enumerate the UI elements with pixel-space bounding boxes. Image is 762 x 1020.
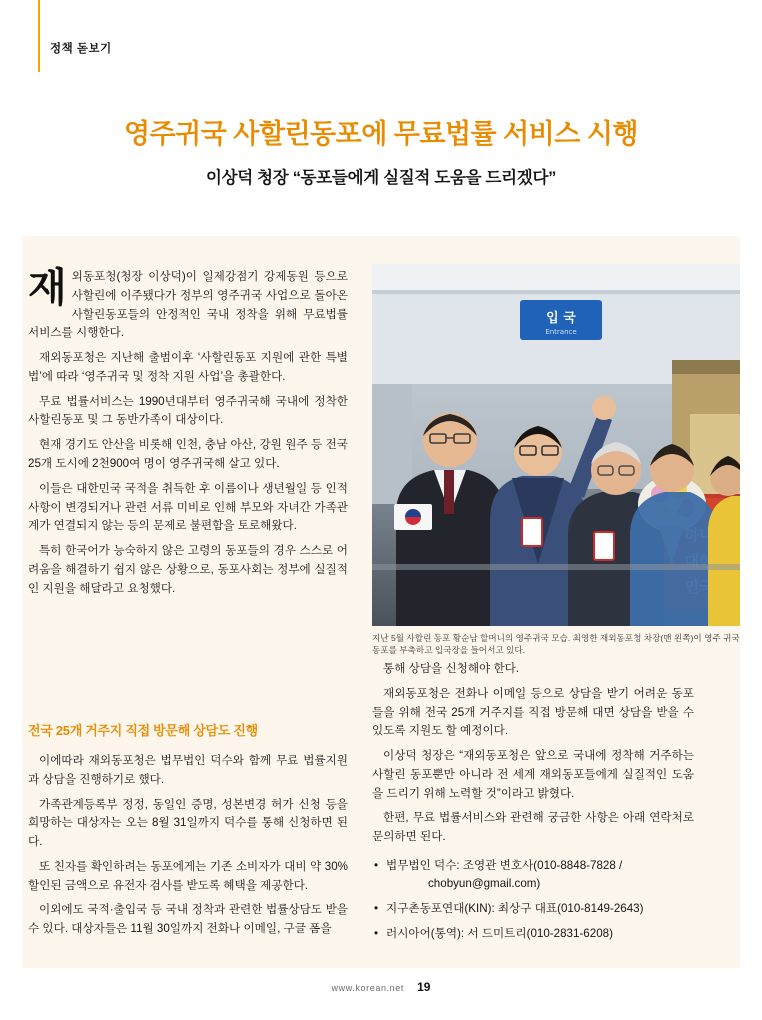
article-column-right (372, 660, 694, 950)
section-kicker: 정책 돋보기 (50, 43, 112, 55)
header-accent-rule (38, 0, 40, 72)
contact-subtext: chobyun@gmail.com) (428, 877, 541, 890)
page-footer (0, 980, 762, 994)
paragraph-2: 무료 법률서비스는 1990년대부터 영주귀국해 국내에 정착한 사할린동포 및 그 동반가족이 대상이다. (28, 394, 348, 427)
list-item (372, 925, 694, 943)
list-item (372, 900, 694, 918)
paragraph-3: 현재 경기도 안산을 비롯해 인천, 충남 아산, 강원 원주 등 전국 25개 도시에 2천900여 명이 영주귀국해 살고 있다. (28, 438, 348, 471)
svg-text:입 국: 입 국 (546, 311, 576, 326)
title-block (0, 118, 762, 188)
paragraph-r3: 이상덕 청장은 “재외동포청은 앞으로 국내에 정착해 거주하는 사할린 동포뿐만 아니라 전 세계 재외동포들에게 실질적인 도움을 드리기 위해 노력할 것”이라고 밝혔다. (372, 749, 694, 800)
page-title: 영주귀국 사할린동포에 무료법률 서비스 시행 (123, 119, 639, 149)
article-column-left (28, 268, 348, 698)
paragraph-r2: 재외동포청은 전화나 이메일 등으로 상담을 받기 어려운 동포들을 위해 전국 25개 거주지를 직접 방문해 대면 상담을 받을 수 있도록 지원도 할 예정이다. (372, 686, 694, 738)
paragraph-5: 특히 한국어가 능숙하지 않은 고령의 동포들의 경우 스스로 어려움을 해결하기 쉽지 않은 상황으로, 동포사회는 정부에 실질적인 지원을 해달라고 요청했다. (28, 544, 348, 595)
article-column-left-lower (28, 752, 348, 962)
contact-text: 러시아어(통역): 서 드미트리(010-2831-6208) (386, 926, 613, 940)
page-number: 19 (417, 980, 431, 994)
footer-site: www.korean.net (331, 983, 404, 993)
bullet-icon: • (374, 926, 379, 940)
paragraph-9: 이외에도 국적·출입국 등 국내 정착과 관련한 법률상담도 받을 수 있다. 대상자들은 11월 30일까지 전화나 이메일, 구글 폼을 (28, 903, 348, 936)
section-subhead: 전국 25개 거주지 직접 방문해 상담도 진행 (28, 723, 258, 738)
svg-text:Entrance: Entrance (545, 328, 577, 336)
paragraph-8: 또 친자를 확인하려는 동포에게는 기존 소비자가 대비 약 30% 할인된 금액으로 유전자 검사를 받도록 혜택을 제공한다. (28, 859, 348, 892)
paragraph-r1: 통해 상담을 신청해야 한다. (383, 662, 520, 675)
paragraph-6: 이에따라 재외동포청은 법무법인 덕수와 함께 무료 법률지원과 상담을 진행하기로 했다. (28, 754, 348, 786)
paragraph-r4: 한편, 무료 법률서비스와 관련해 궁금한 사항은 아래 연락처로 문의하면 된다. (372, 811, 694, 844)
photo-caption: 지난 5월 사할린 동포 황순남 할머니의 영주귀국 모습. 최영한 재외동포청 차장(맨 왼쪽)이 영주 귀국 동포를 부축하고 입국장을 들어서고 있다. (372, 633, 740, 656)
list-item (372, 857, 694, 893)
paragraph-1: 재외동포청은 지난해 출범이후 ‘사할린동포 지원에 관한 특별법’에 따라 ‘영주귀국 및 정착 지원 사업’을 총괄한다. (28, 351, 348, 383)
bullet-icon: • (374, 859, 379, 873)
lead-text: 외동포청(청장 이상덕)이 일제강점기 강제동원 등으로 사할린에 이주됐다가 정부의 영주귀국 사업으로 돌아온 사할린동포들의 안정적인 국내 정착을 위해 무료법률 서비스를 시행한다. (28, 270, 348, 340)
lead-paragraph (28, 268, 348, 343)
contact-text: 법무법인 덕수: 조영관 변호사(010-8848-7828 / (386, 859, 623, 873)
contact-list (372, 857, 694, 943)
drop-cap: 재 (28, 266, 67, 310)
contact-text: 지구촌동포연대(KIN): 최상구 대표(010-8149-2643) (386, 901, 644, 915)
paragraph-7: 가족관계등록부 정정, 동일인 증명, 성본변경 허가 신청 등을 희망하는 대상자는 오는 8월 31일까지 덕수를 통해 신청하면 된다. (28, 797, 348, 849)
page-subtitle: 이상덕 청장 “동포들에게 실질적 도움을 드리겠다” (205, 169, 557, 188)
paragraph-4: 이들은 대한민국 국적을 취득한 후 이름이나 생년월일 등 인적사항이 변경되거나 관련 서류 미비로 인해 부모와 자녀간 가족관계가 연결되지 않는 등의 문제로 불편함을 토로해왔다. (28, 481, 348, 533)
bullet-icon: • (374, 901, 379, 915)
article-photo (372, 264, 740, 626)
